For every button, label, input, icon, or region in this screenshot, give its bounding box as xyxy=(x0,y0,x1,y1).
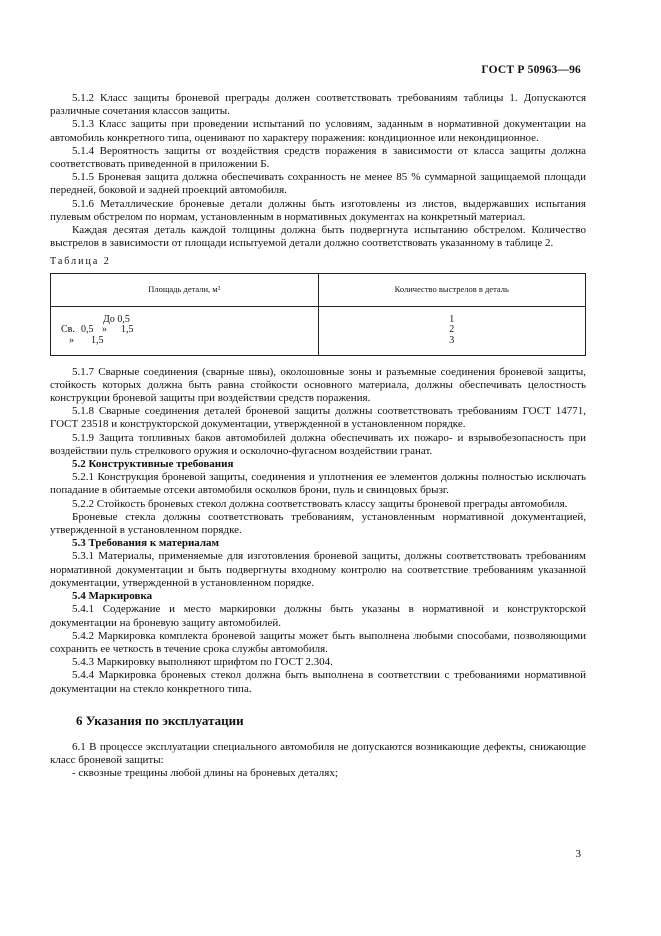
area-prefix: » xyxy=(69,334,74,346)
area-value: До 0,5 xyxy=(103,313,130,325)
paragraph-each-tenth: Каждая десятая деталь каждой толщины должна быть подвергнута испытанию обстрелом. Количество выстрелов в зависимости от площади испытуемой детали должно соответствовать указанному в таблице 2. xyxy=(50,224,586,250)
paragraph-5-1-6: 5.1.6 Металлические броневые детали должны быть изготовлены из листов, выдержавших испытания пулевым обстрелом по нормам, установленным в нормативных документах на конкретный материал. xyxy=(50,197,586,223)
paragraph-5-1-3: 5.1.3 Класс защиты при проведении испытаний по условиям, заданным в нормативной документации на автомобиль конкретного типа, оценивают по характеру поражения: кондиционное или некондиционное. xyxy=(50,118,586,144)
paragraph-5-4-4: 5.4.4 Маркировка броневых стекол должна быть выполнена в соответствии с требованиями нормативной документации на стекло конкретного типа. xyxy=(50,669,586,695)
area-value: 0,5 xyxy=(81,324,94,336)
area-value-ditto: 1,5 xyxy=(121,324,134,336)
paragraph-5-1-8: 5.1.8 Сварные соединения деталей броневой защиты должны соответствовать требованиям ГОСТ 14771, ГОСТ 23518 и конструкторской документации, утвержденной в установленном порядке. xyxy=(50,405,586,431)
paragraph-5-3-1: 5.3.1 Материалы, применяемые для изготовления броневой защиты, должны соответствовать требованиям нормативной документации и быть подвергнуты входному контролю на соответствие требованиям указанной документации, утвержденной в установленном порядке. xyxy=(50,550,586,589)
paragraph-5-1-5: 5.1.5 Броневая защита должна обеспечивать сохранность не менее 85 % суммарной защищаемой площади передней, боковой и задней проекций автомобиля. xyxy=(50,171,586,197)
section-6-heading: 6 Указания по эксплуатации xyxy=(76,712,244,728)
paragraph-5-1-2: 5.1.2 Класс защиты броневой преграды должен соответствовать требованиям таблицы 1. Допускаются различные сочетания классов защиты. xyxy=(50,92,586,118)
paragraph-armor-glass: Броневые стекла должны соответствовать требованиям, установленным нормативной документацией, утвержденной в установленном порядке. xyxy=(50,510,586,537)
table-count-cell xyxy=(318,306,586,355)
table-area-cell xyxy=(51,306,319,355)
paragraph-5-4-2: 5.4.2 Маркировка комплекта броневой защиты может быть выполнена любыми способами, позволяющими сохранить ее четкость в течение срока службы автомобиля. xyxy=(50,629,586,655)
heading-5-3: 5.3 Требования к материалам xyxy=(72,537,220,550)
heading-5-2: 5.2 Конструктивные требования xyxy=(72,458,234,471)
paragraph-6-1: 6.1 В процессе эксплуатации специального автомобиля не допускаются возникающие дефекты, снижающие класс броневой защиты: xyxy=(50,740,586,767)
paragraph-5-1-9: 5.1.9 Защита топливных баков автомобилей должна обеспечивать их пожаро- и взрывобезопасность при воздействии пуль стрелкового оружия и осколочно-фугасном воздействии гранат. xyxy=(50,431,586,457)
page-number: 3 xyxy=(575,848,581,860)
count-row-3: 3 xyxy=(449,334,455,346)
document-body xyxy=(50,92,586,781)
paragraph-5-4-1: 5.4.1 Содержание и место маркировки должны быть указаны в нормативной и конструкторской документации на броневую защиту автомобилей. xyxy=(50,603,586,629)
paragraph-5-2-1: 5.2.1 Конструкция броневой защиты, соединения и уплотнения ее элементов должны полностью исключать попадание в обитаемые отсеки автомобиля осколков брони, пуль и свинцовых брызг. xyxy=(50,471,586,497)
area-row-3 xyxy=(51,336,318,347)
paragraph-5-1-7: 5.1.7 Сварные соединения (сварные швы), околошовные зоны и разъемные соединения броневой защиты, стойкость которых должна быть равна стойкости основного материала, должны обеспечивать целостность конструкции броневой защиты при воздействии средств поражения. xyxy=(50,365,586,405)
paragraph-5-1-4: 5.1.4 Вероятность защиты от воздействия средств поражения в зависимости от класса защиты должна соответствовать приведенной в приложении Б. xyxy=(50,144,586,171)
document-code: ГОСТ Р 50963—96 xyxy=(481,64,581,76)
area-value: 1,5 xyxy=(91,334,104,346)
list-item-cracks: - сквозные трещины любой длины на броневых деталях; xyxy=(72,767,338,780)
table-2 xyxy=(50,273,586,356)
area-ditto-mark: » xyxy=(102,324,107,336)
table-caption: Таблица 2 xyxy=(50,256,111,268)
count-row-1: 1 xyxy=(449,313,455,325)
paragraph-5-2-2: 5.2.2 Стойкость броневых стекол должна соответствовать классу защиты броневой преграды автомобиля. xyxy=(72,497,568,510)
count-row-2: 2 xyxy=(449,324,455,336)
area-prefix: Св. xyxy=(61,324,75,336)
paragraph-5-4-3: 5.4.3 Маркировку выполняют шрифтом по ГОСТ 2.304. xyxy=(72,656,333,669)
heading-5-4: 5.4 Маркировка xyxy=(72,590,153,603)
table-header-area: Площадь детали, м² xyxy=(51,273,319,306)
table-header-shots: Количество выстрелов в деталь xyxy=(318,273,586,306)
